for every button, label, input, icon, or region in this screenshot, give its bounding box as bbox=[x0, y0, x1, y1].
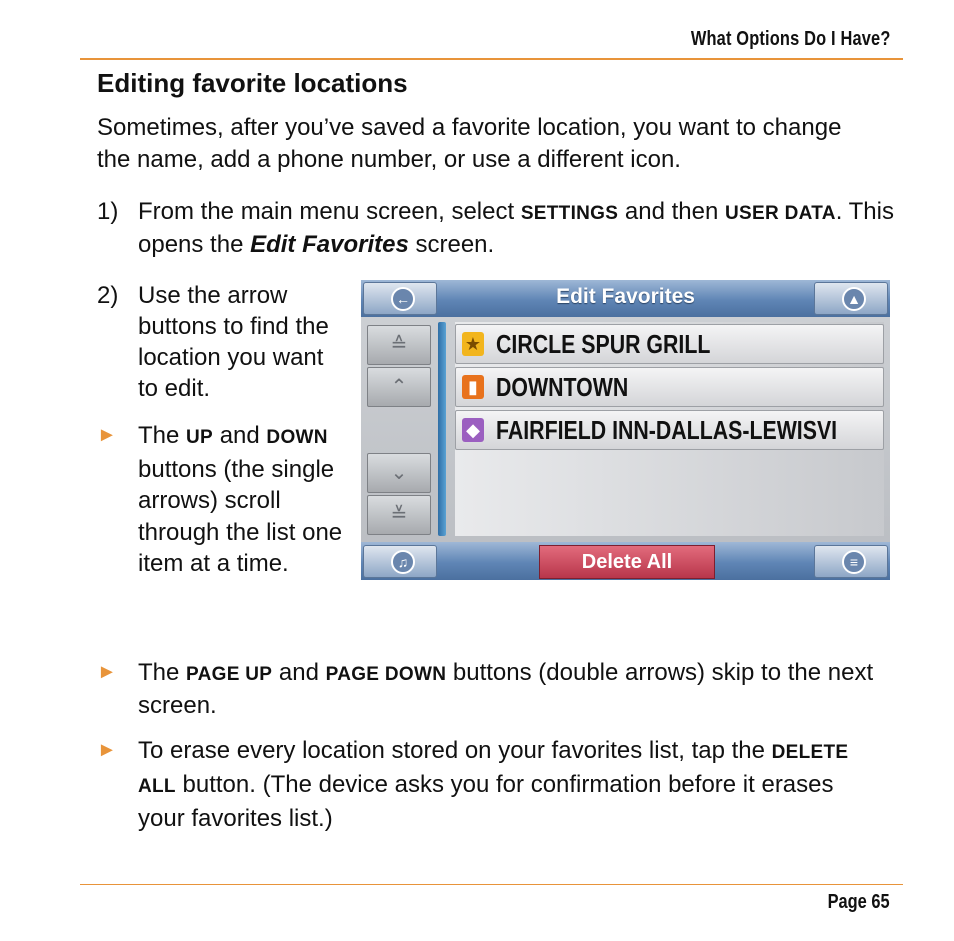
hotel-icon: ◆ bbox=[462, 418, 484, 442]
up-keyword: UP bbox=[186, 427, 214, 448]
chevron-down-icon: ⌄ bbox=[390, 462, 408, 484]
page-down-keyword: PAGE DOWN bbox=[325, 664, 447, 685]
list-item[interactable] bbox=[455, 367, 884, 407]
bullet-arrow-icon: ► bbox=[97, 424, 117, 446]
device-title-bar bbox=[361, 280, 890, 317]
header-rule bbox=[80, 58, 903, 60]
list-item-label: DOWNTOWN bbox=[496, 372, 629, 402]
step-2-text: Use the arrow buttons to find the location you want to edit. bbox=[138, 282, 329, 402]
bullet-1-mid: and bbox=[213, 422, 267, 449]
scroll-track[interactable] bbox=[438, 322, 446, 536]
page-header-title: What Options Do I Have? bbox=[690, 28, 890, 50]
section-heading: Editing favorite locations bbox=[97, 68, 408, 98]
step-1-post: . This opens the bbox=[138, 198, 894, 258]
bullet-page-up-down bbox=[138, 657, 898, 721]
footer-rule bbox=[80, 884, 903, 885]
volume-button[interactable] bbox=[363, 545, 437, 578]
menu-button[interactable] bbox=[814, 545, 888, 578]
building-icon: ▮ bbox=[462, 375, 484, 399]
step-1-number: 1) bbox=[97, 198, 119, 225]
bullet-up-down bbox=[138, 420, 343, 580]
double-chevron-up-icon: ≙ bbox=[390, 334, 408, 356]
bullet-3-pre: To erase every location stored on your favorites list, tap the bbox=[138, 737, 772, 764]
step-1-end: screen. bbox=[408, 231, 495, 258]
bullet-2-mid: and bbox=[272, 659, 326, 686]
back-arrow-icon: ← bbox=[391, 287, 415, 311]
settings-keyword: SETTINGS bbox=[520, 203, 619, 224]
delete-all-button[interactable]: Delete All bbox=[539, 545, 715, 579]
delete-all-keyword: DELETE ALL bbox=[138, 742, 849, 797]
down-keyword: DOWN bbox=[266, 427, 328, 448]
bullet-3-post: button. (The device asks you for confirmation before it erases your favorites list.) bbox=[138, 771, 834, 832]
user-data-keyword: USER DATA bbox=[725, 203, 836, 224]
menu-icon: ≡ bbox=[842, 550, 866, 574]
list-item[interactable] bbox=[455, 324, 884, 364]
page-number: Page 65 bbox=[828, 891, 890, 913]
bullet-2-post: buttons (double arrows) skip to the next screen. bbox=[138, 659, 874, 719]
list-item[interactable] bbox=[455, 410, 884, 450]
home-button[interactable] bbox=[814, 282, 888, 315]
chevron-up-icon: ⌃ bbox=[390, 376, 408, 398]
page-down-button[interactable] bbox=[367, 495, 431, 535]
edit-favorites-screenshot bbox=[361, 280, 890, 580]
step-1-pre: From the main menu screen, select bbox=[138, 198, 521, 225]
intro-paragraph: Sometimes, after you’ve saved a favorite location, you want to change the name, add a phone number, or use a different icon. bbox=[97, 114, 842, 173]
up-button[interactable] bbox=[367, 367, 431, 407]
device-bottom-bar bbox=[361, 542, 890, 580]
list-item-label: CIRCLE SPUR GRILL bbox=[496, 329, 711, 359]
bullet-2-pre: The bbox=[138, 659, 187, 686]
bullet-delete-all bbox=[138, 735, 858, 835]
step-1-text bbox=[138, 196, 898, 260]
bullet-1-pre: The bbox=[138, 422, 187, 449]
step-1-mid: and then bbox=[618, 198, 726, 225]
down-button[interactable] bbox=[367, 453, 431, 493]
bullet-arrow-icon: ► bbox=[97, 739, 117, 761]
double-chevron-down-icon: ≚ bbox=[390, 504, 408, 526]
favorites-list bbox=[455, 322, 884, 536]
bullet-1-post: buttons (the single arrows) scroll through the list one item at a time. bbox=[138, 455, 343, 577]
bullet-arrow-icon: ► bbox=[97, 661, 117, 683]
device-screen-title: Edit Favorites bbox=[556, 285, 695, 308]
step-2-number: 2) bbox=[97, 282, 119, 309]
page-up-button[interactable] bbox=[367, 325, 431, 365]
navigation-icon: ▲ bbox=[842, 287, 866, 311]
page-up-keyword: PAGE UP bbox=[186, 664, 273, 685]
star-icon: ★ bbox=[462, 332, 484, 356]
list-item-label: FAIRFIELD INN-DALLAS-LEWISVI bbox=[496, 415, 838, 445]
speaker-icon: ♫ bbox=[391, 550, 415, 574]
edit-favorites-name: Edit Favorites bbox=[250, 231, 409, 258]
